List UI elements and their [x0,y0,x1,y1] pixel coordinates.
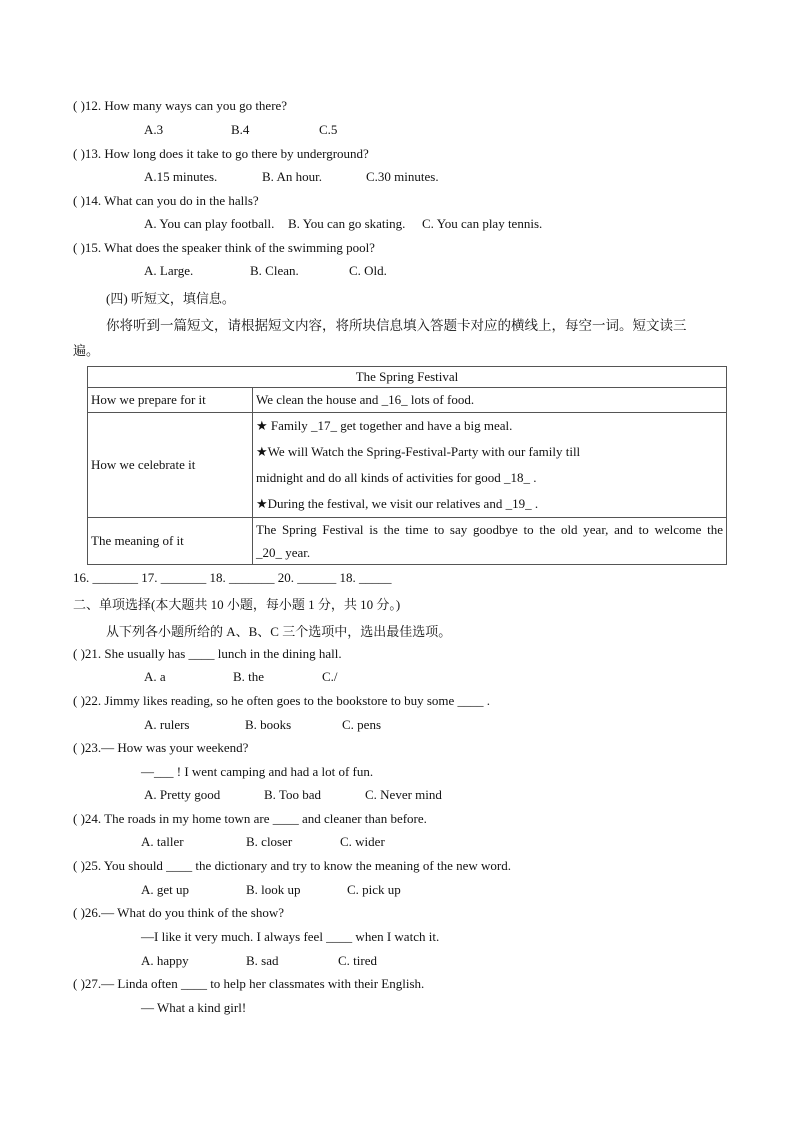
question-15: ( )15. What does the speaker think of the swimming pool? [73,240,375,255]
section-2-instruction: 从下列各小题所给的 A、B、C 三个选项中，选出最佳选项。 [106,624,452,639]
meaning-line-1: The Spring Festival is the time to say goodbye to the old year, and to welcome the [256,522,723,537]
option-c[interactable]: C. Old. [349,263,387,278]
option-b[interactable]: B. look up [246,882,301,897]
bullet-line: ★We will Watch the Spring-Festival-Party with our family till [256,444,581,459]
row-value-prepare: We clean the house and _16_ lots of food. [253,388,727,413]
question-21: ( )21. She usually has ____ lunch in the dining hall. [73,646,342,661]
question-27-reply: — What a kind girl! [141,1000,247,1015]
question-23: ( )23.— How was your weekend? [73,740,249,755]
meaning-line-2: _20_ year. [256,545,311,560]
question-23-reply: —___ ! I went camping and had a lot of fun. [141,764,374,779]
option-b[interactable]: B. Clean. [250,263,299,278]
question-26-reply: —I like it very much. I always feel ____ when I watch it. [141,929,440,944]
question-24: ( )24. The roads in my home town are ____ and cleaner than before. [73,811,427,826]
section-4-heading: (四) 听短文，填信息。 [106,291,235,306]
answer-blanks: 16. _______ 17. _______ 18. _______ 20. ______ 18. _____ [73,570,392,585]
bullet-line: ★During the festival, we visit our relatives and _19_ . [256,496,539,511]
option-a[interactable]: A. Pretty good [144,787,221,802]
option-c[interactable]: C. You can play tennis. [422,216,543,231]
option-a[interactable]: A. taller [141,834,184,849]
question-26: ( )26.— What do you think of the show? [73,905,284,920]
option-c[interactable]: C. tired [338,953,377,968]
row-label-prepare: How we prepare for it [88,388,253,413]
table-row [88,388,727,413]
option-c[interactable]: C. wider [340,834,385,849]
option-a[interactable]: A. Large. [144,263,194,278]
option-c[interactable]: C. Never mind [365,787,442,802]
option-a[interactable]: A. happy [141,953,189,968]
section-4-instruction-cont: 遍。 [73,343,100,358]
option-b[interactable]: B. books [245,717,292,732]
option-a[interactable]: A. rulers [144,717,190,732]
table-row [88,413,727,518]
option-b[interactable]: B. closer [246,834,293,849]
option-a[interactable]: A. get up [141,882,190,897]
question-14: ( )14. What can you do in the halls? [73,193,259,208]
spring-festival-table [87,366,727,565]
table-title: The Spring Festival [88,367,727,388]
bullet-line: ★ Family _17_ get together and have a big meal. [256,418,513,433]
question-25: ( )25. You should ____ the dictionary and try to know the meaning of the new word. [73,858,511,873]
section-4-instruction: 你将听到一篇短文，请根据短文内容，将所块信息填入答题卡对应的横线上，每空一词。短文读三 [106,318,687,333]
section-2-heading: 二、单项选择(本大题共 10 小题，每小题 1 分，共 10 分。) [73,597,401,612]
row-value-celebrate [253,413,727,518]
bullet-line: midnight and do all kinds of activities for good _18_ . [256,470,537,485]
option-b[interactable]: B. An hour. [262,169,322,184]
row-label-celebrate: How we celebrate it [88,413,253,518]
option-c[interactable]: C. pick up [347,882,401,897]
question-27: ( )27.— Linda often ____ to help her classmates with their English. [73,976,425,991]
row-label-meaning: The meaning of it [88,518,253,565]
option-c[interactable]: C.30 minutes. [366,169,439,184]
option-b[interactable]: B. You can go skating. [288,216,406,231]
option-b[interactable]: B. the [233,669,265,684]
option-b[interactable]: B. sad [246,953,279,968]
option-c[interactable]: C./ [322,669,338,684]
question-12: ( )12. How many ways can you go there? [73,98,288,113]
option-a[interactable]: A.3 [144,122,164,137]
option-a[interactable]: A.15 minutes. [144,169,218,184]
option-b[interactable]: B.4 [231,122,250,137]
option-c[interactable]: C.5 [319,122,338,137]
question-22: ( )22. Jimmy likes reading, so he often goes to the bookstore to buy some ____ . [73,693,491,708]
option-a[interactable]: A. a [144,669,166,684]
table-row [88,518,727,565]
option-b[interactable]: B. Too bad [264,787,321,802]
option-c[interactable]: C. pens [342,717,381,732]
option-a[interactable]: A. You can play football. [144,216,275,231]
question-13: ( )13. How long does it take to go there by underground? [73,146,369,161]
row-value-meaning [253,518,727,565]
